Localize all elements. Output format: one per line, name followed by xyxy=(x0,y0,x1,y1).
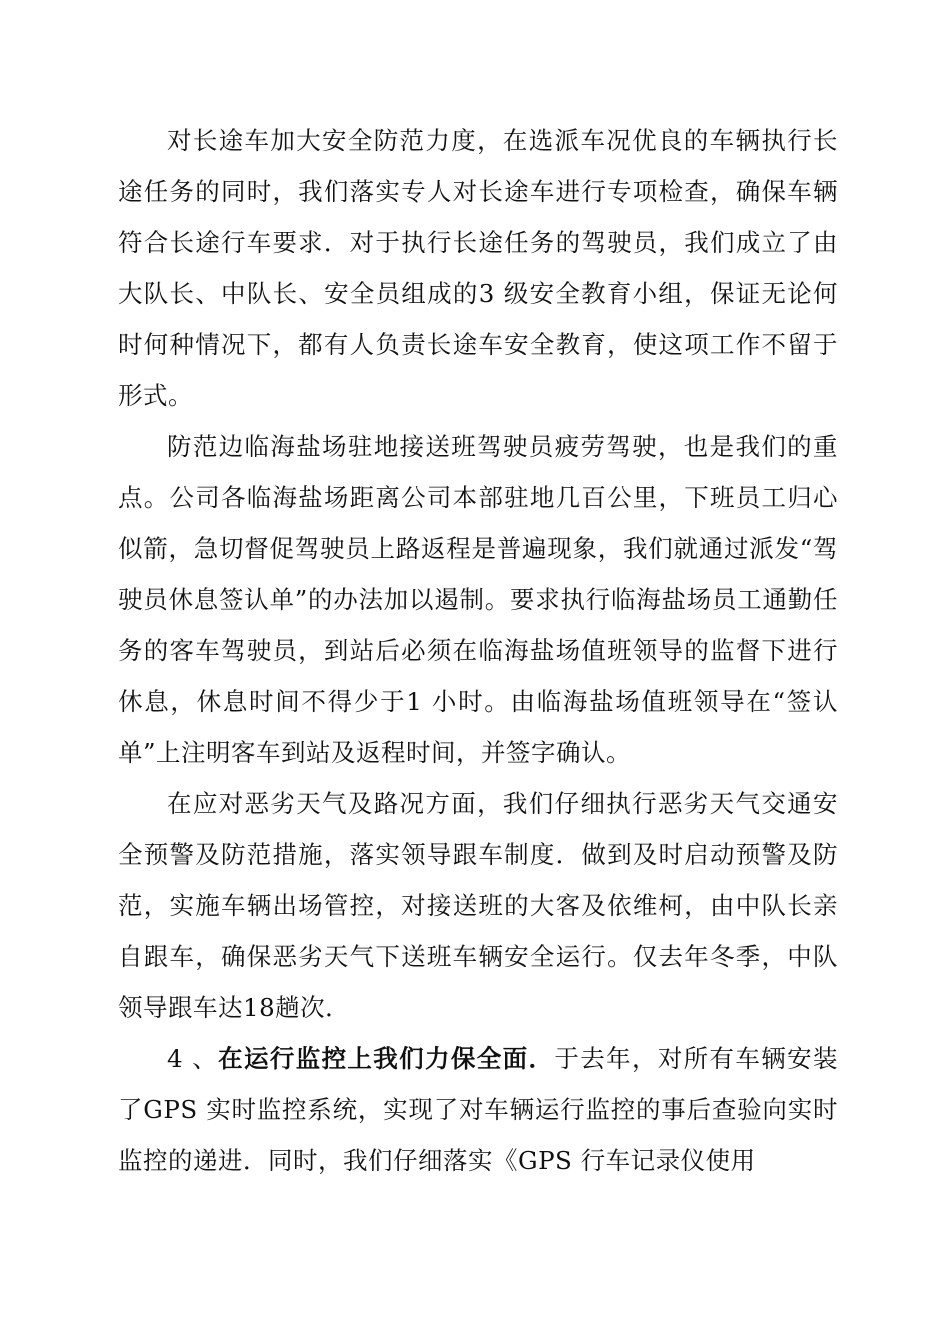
paragraph-monitoring xyxy=(118,1033,838,1186)
section-body: 于去年，对所有车辆安装了GPS 实时监控系统，实现了对车辆运行监控的事后查验向实时监控的递进．同时，我们仔细落实《GPS 行车记录仪使用 xyxy=(118,1044,839,1175)
document-body xyxy=(118,115,838,1186)
section-number: 4 、 xyxy=(167,1044,219,1073)
section-heading: 在运行监控上我们力保全面． xyxy=(218,1044,555,1073)
paragraph-fatigue-driving: 防范边临海盐场驻地接送班驾驶员疲劳驾驶，也是我们的重点。公司各临海盐场距离公司本部驻地几百公里，下班员工归心似箭，急切督促驾驶员上路返程是普遍现象，我们就通过派发“驾驶员休息签认单”的办法加以遏制。要求执行临海盐场员工通勤任务的客车驾驶员，到站后必须在临海盐场值班领导的监督下进行休息，休息时间不得少于1 小时。由临海盐场值班领导在“签认单”上注明客车到站及返程时间，并签字确认。 xyxy=(118,432,838,767)
paragraph-bad-weather: 在应对恶劣天气及路况方面，我们仔细执行恶劣天气交通安全预警及防范措施，落实领导跟车制度．做到及时启动预警及防范，实施车辆出场管控，对接送班的大客及依维柯，由中队长亲自跟车，确保恶劣天气下送班车辆安全运行。仅去年冬季，中队领导跟车达18趟次． xyxy=(118,789,838,1022)
paragraph-long-distance: 对长途车加大安全防范力度，在选派车况优良的车辆执行长途任务的同时，我们落实专人对长途车进行专项检查，确保车辆符合长途行车要求．对于执行长途任务的驾驶员，我们成立了由大队长、中队长、安全员组成的3 级安全教育小组，保证无论何时何种情况下，都有人负责长途车安全教育，使这项工作不留于形式。 xyxy=(118,126,838,410)
